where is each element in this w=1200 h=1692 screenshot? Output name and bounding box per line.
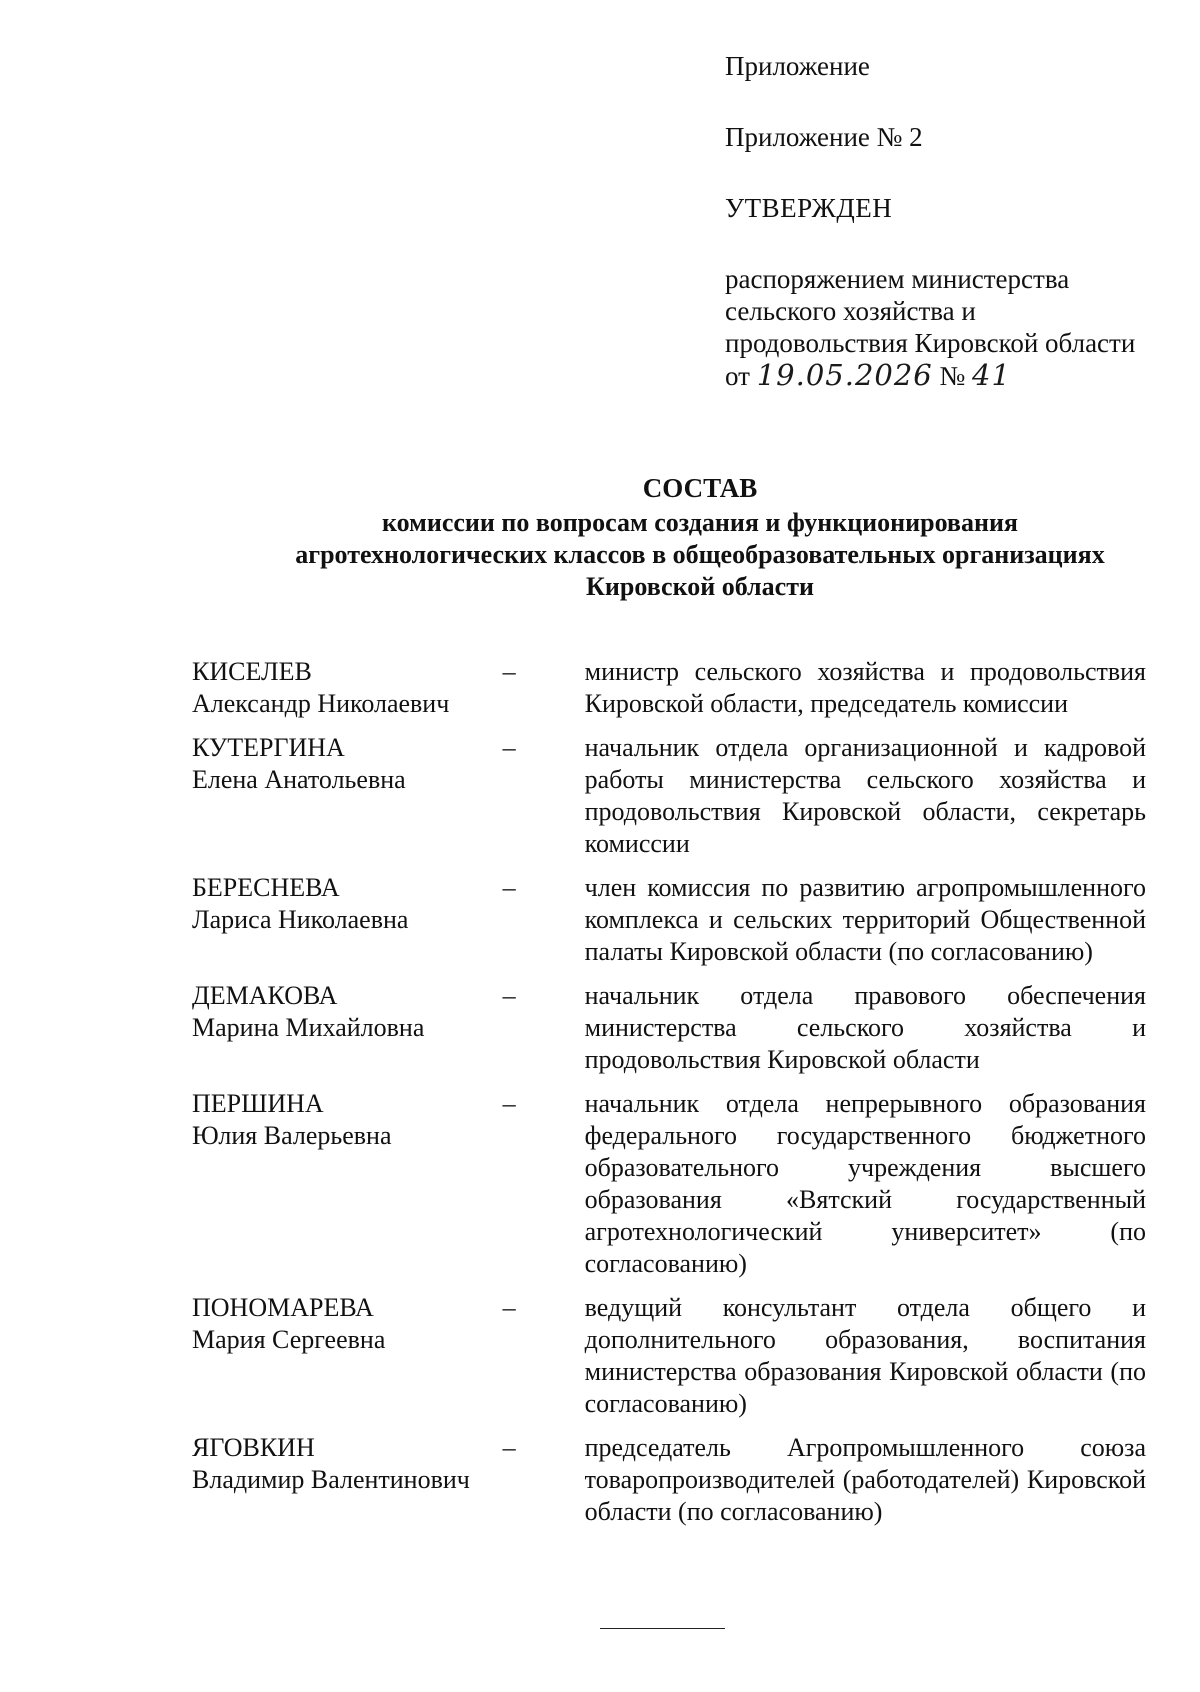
title-line-1: комиссии по вопросам создания и функционирования [381, 508, 1018, 537]
number-sign: № [939, 361, 966, 391]
member-surname: КИСЕЛЕВ [192, 657, 312, 686]
member-role: начальник отдела правового обеспечения министерства сельского хозяйства и продовольствия Кировской области [584, 981, 1146, 1074]
member-row [192, 1432, 1146, 1528]
date-prefix: от [725, 361, 750, 391]
member-surname: ЯГОВКИН [192, 1433, 315, 1462]
member-name [192, 980, 501, 1076]
member-name [192, 1088, 501, 1280]
appendix-label: Приложение [725, 51, 870, 81]
member-row [192, 1088, 1146, 1280]
member-given-name: Александр Николаевич [192, 689, 450, 718]
member-name [192, 656, 501, 720]
member-given-name: Елена Анатольевна [192, 765, 406, 794]
member-dash: – [502, 733, 516, 762]
order-date-line [725, 359, 1185, 393]
member-dash: – [502, 1433, 516, 1462]
appendix-number: Приложение № 2 [725, 122, 923, 152]
member-row [192, 732, 1146, 860]
title-line-3: Кировской области [586, 572, 814, 601]
member-name [192, 1292, 501, 1420]
approval-header [725, 50, 1185, 393]
member-given-name: Владимир Валентинович [192, 1465, 470, 1494]
member-row [192, 656, 1146, 720]
member-given-name: Лариса Николаевна [192, 905, 409, 934]
member-dash: – [502, 1089, 516, 1118]
document-title [160, 472, 1200, 603]
member-given-name: Марина Михайловна [192, 1013, 425, 1042]
member-role: член комиссия по развитию агропромышленного комплекса и сельских территорий Общественной палаты Кировской области (по согласованию) [584, 873, 1146, 966]
member-given-name: Юлия Валерьевна [192, 1121, 392, 1150]
member-surname: ПОНОМАРЕВА [192, 1293, 374, 1322]
member-surname: КУТЕРГИНА [192, 733, 345, 762]
member-name [192, 732, 501, 860]
member-role: начальник отдела непрерывного образования федерального государственного бюджетного образовательного учреждения высшего образования «Вятский государственный агротехнологический университет» (по согласованию) [584, 1089, 1146, 1278]
member-role: председатель Агропромышленного союза товаропроизводителей (работодателей) Кировской области (по согласованию) [584, 1433, 1146, 1526]
member-surname: ДЕМАКОВА [192, 981, 338, 1010]
member-row [192, 980, 1146, 1076]
member-surname: БЕРЕСНЕВА [192, 873, 340, 902]
member-dash: – [502, 1293, 516, 1322]
order-reference: распоряжением министерства сельского хозяйства и продовольствия Кировской области [725, 264, 1136, 358]
commission-member-list [192, 656, 1146, 1540]
member-row [192, 872, 1146, 968]
member-name [192, 1432, 501, 1528]
approved-stamp-text: УТВЕРЖДЕН [725, 193, 893, 223]
title-line-2: агротехнологических классов в общеобразовательных организациях [295, 540, 1105, 569]
handwritten-number: 41 [972, 358, 1011, 392]
member-surname: ПЕРШИНА [192, 1089, 324, 1118]
member-given-name: Мария Сергеевна [192, 1325, 386, 1354]
member-role: начальник отдела организационной и кадровой работы министерства сельского хозяйства и продовольствия Кировской области, секретарь комиссии [584, 733, 1146, 858]
closing-separator-line [600, 1628, 725, 1629]
member-dash: – [502, 873, 516, 902]
member-role: министр сельского хозяйства и продовольствия Кировской области, председатель комиссии [584, 657, 1146, 718]
member-row [192, 1292, 1146, 1420]
member-dash: – [502, 981, 516, 1010]
member-role: ведущий консультант отдела общего и дополнительного образования, воспитания министерства образования Кировской области (по согласованию) [584, 1293, 1146, 1418]
handwritten-date: 19.05.2026 [756, 358, 933, 392]
title-main: СОСТАВ [642, 473, 758, 503]
member-dash: – [502, 657, 516, 686]
member-name [192, 872, 501, 968]
